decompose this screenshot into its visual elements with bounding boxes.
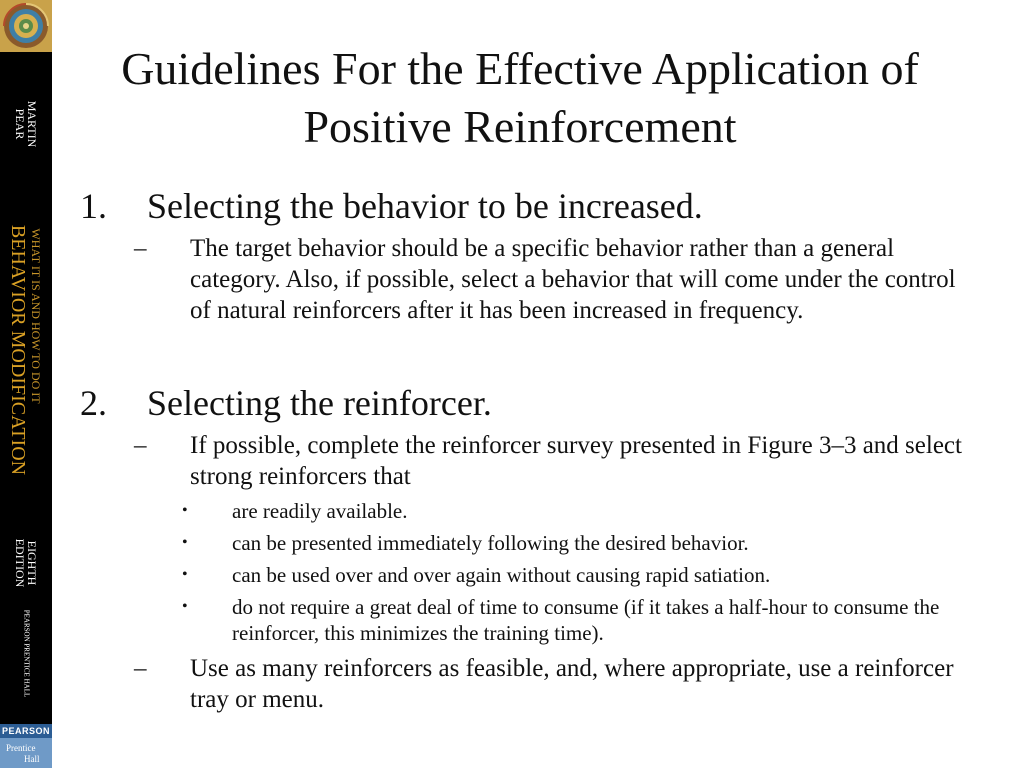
bullet-dot: • <box>182 534 188 551</box>
prentice-hall-logo <box>0 738 52 768</box>
point-text: Use as many reinforcers as feasible, and, where appropriate, use a reinforcer tray or menu. <box>190 655 954 713</box>
spine-authors <box>14 89 38 159</box>
subpoint-text: do not require a great deal of time to consume (if it takes a half-hour to consume the reinforcer, this minimizes the training time). <box>232 595 940 645</box>
subpoint-text: can be presented immediately following the desired behavior. <box>232 531 749 555</box>
hall-text: Hall <box>24 754 40 764</box>
spine-publisher: PEARSON PRENTICE HALL <box>22 609 31 698</box>
subpoint-text: are readily available. <box>232 499 408 523</box>
subpoint-text: can be used over and over again without causing rapid satiation. <box>232 563 771 587</box>
bullet-dot: • <box>182 566 188 583</box>
spine-edition: EIGHTH EDITION <box>13 538 39 588</box>
pearson-logo: PEARSON <box>1 726 50 736</box>
section-heading-text: Selecting the reinforcer. <box>147 383 492 423</box>
slide-title: Guidelines For the Effective Application of Positive Reinforcement <box>121 43 919 152</box>
point-text: The target behavior should be a specific behavior rather than a general category. Also, if possible, select a behavior that will come under the control of natural reinforcers after it has been increased in frequency. <box>190 235 956 324</box>
spine-authors-text: MARTIN PEAR <box>13 100 39 148</box>
cover-art-icon <box>0 0 52 52</box>
section-number: 1. <box>80 186 107 226</box>
point-text: If possible, complete the reinforcer survey presented in Figure 3–3 and select strong reinforcers that <box>190 432 962 490</box>
dash-bullet: – <box>134 235 147 262</box>
section-number: 2. <box>80 383 107 423</box>
dash-bullet: – <box>134 432 147 459</box>
book-spine <box>0 0 52 768</box>
spine-book-subtitle: WHAT IT IS AND HOW TO DO IT <box>29 228 43 404</box>
prentice-text: Prentice <box>6 743 36 753</box>
bullet-dot: • <box>182 502 188 519</box>
bullet-dot: • <box>182 598 188 615</box>
section-heading-text: Selecting the behavior to be increased. <box>147 186 703 226</box>
dash-bullet: – <box>134 655 147 682</box>
spine-book-title: BEHAVIOR MODIFICATION <box>7 224 29 476</box>
